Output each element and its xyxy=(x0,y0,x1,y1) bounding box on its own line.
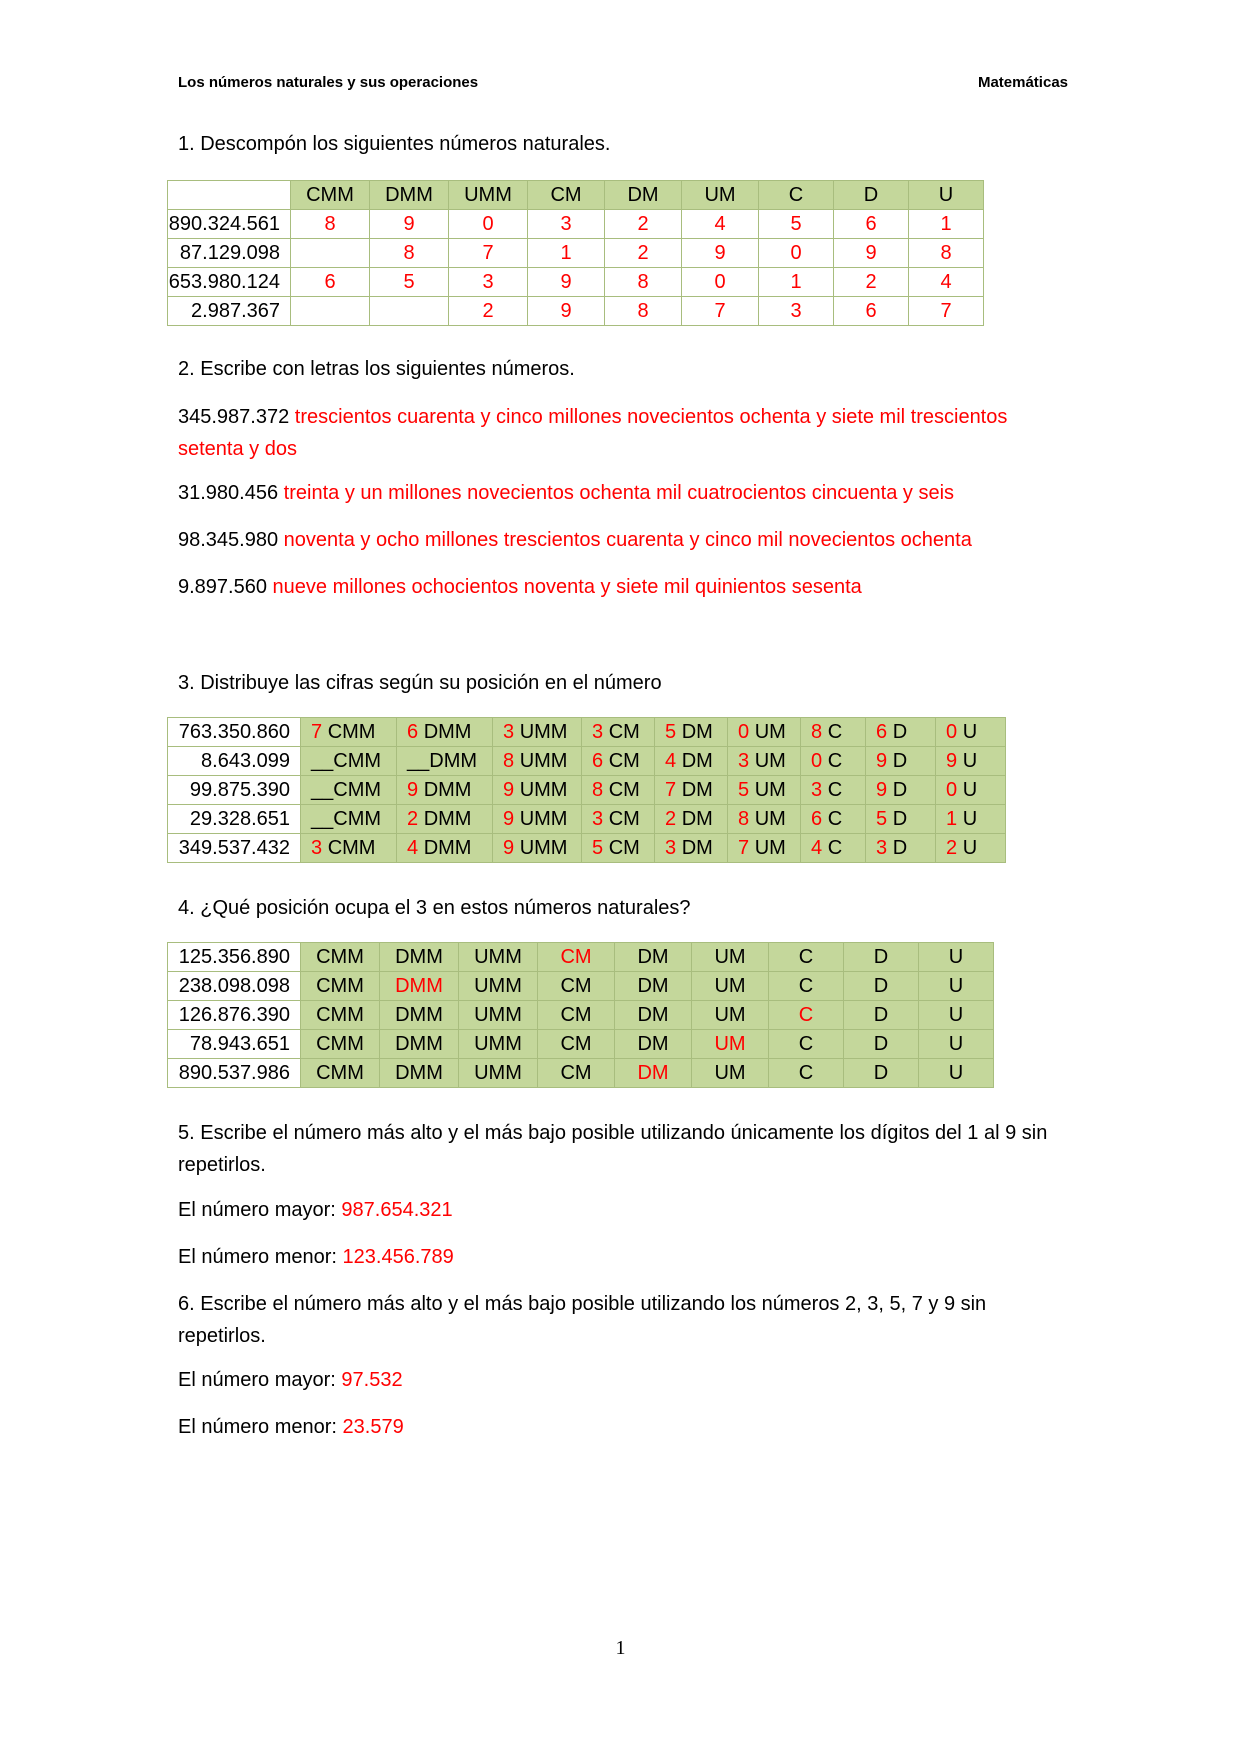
q6-title: 6. Escribe el número más alto y el más bajo posible utilizando los números 2, 3, 5, 7 y 9 sin repetirlos. xyxy=(178,1293,987,1347)
q3-digit-answer: 4 xyxy=(665,750,677,772)
q1-table xyxy=(167,180,984,326)
q3-position-label: UMM xyxy=(519,837,568,859)
q1-row xyxy=(168,297,984,326)
q4-answer-cell: DMM xyxy=(380,972,459,1001)
q3-digit-answer: 9 xyxy=(503,808,515,830)
q3-position-cell xyxy=(728,834,801,863)
q3-position-cell xyxy=(493,834,582,863)
q3-position-label: UM xyxy=(754,779,786,801)
q1-digit-cell: 1 xyxy=(528,239,605,268)
q3-row-number: 349.537.432 xyxy=(168,834,301,863)
q3-digit-answer: 3 xyxy=(665,837,677,859)
q3-position-cell xyxy=(936,834,1006,863)
q1-digit-cell: 2 xyxy=(834,268,909,297)
q3-position-label: D xyxy=(892,750,908,772)
q4-position-cell: CM xyxy=(538,972,615,1001)
q1-digit-cell: 6 xyxy=(291,268,370,297)
q3-digit-answer: 6 xyxy=(811,808,823,830)
q2-title: 2. Escribe con letras los siguientes números. xyxy=(178,358,575,380)
q1-digit-cell: 2 xyxy=(605,210,682,239)
q3-digit-answer: __ xyxy=(407,750,430,772)
q3-digit-answer: 3 xyxy=(876,837,888,859)
q3-position-label: C xyxy=(827,779,843,801)
q3-digit-answer: 2 xyxy=(407,808,419,830)
q4-position-cell: DMM xyxy=(380,1001,459,1030)
q3-position-cell xyxy=(655,776,728,805)
q1-col-header: UM xyxy=(682,181,759,210)
q3-digit-answer: 2 xyxy=(665,808,677,830)
q6-mayor xyxy=(178,1364,1068,1396)
q4-position-cell: DM xyxy=(615,1030,692,1059)
q1-digit-cell: 7 xyxy=(682,297,759,326)
q1-digit-cell: 9 xyxy=(528,297,605,326)
q4-answer-cell: UM xyxy=(692,1030,769,1059)
q3-digit-answer: 6 xyxy=(876,721,888,743)
q4-row-number: 125.356.890 xyxy=(168,943,301,972)
q1-digit-cell xyxy=(370,297,449,326)
q1-digit-cell: 8 xyxy=(291,210,370,239)
q4-position-cell: UMM xyxy=(459,943,538,972)
q3-position-cell xyxy=(301,805,397,834)
q3-position-label: DM xyxy=(681,750,713,772)
q3-position-cell xyxy=(397,834,493,863)
q3-position-label: DM xyxy=(681,721,713,743)
q3-position-cell xyxy=(866,805,936,834)
q1-digit-cell: 9 xyxy=(528,268,605,297)
q3-position-cell xyxy=(655,805,728,834)
q3-position-label: UMM xyxy=(519,750,568,772)
q1-digit-cell: 7 xyxy=(909,297,984,326)
q4-position-cell: DM xyxy=(615,972,692,1001)
q3-position-label: CM xyxy=(608,779,640,801)
q3-digit-answer: 3 xyxy=(592,808,604,830)
q3-position-cell xyxy=(866,776,936,805)
q3-digit-answer: 9 xyxy=(407,779,419,801)
q5-mayor-label: El número mayor: xyxy=(178,1199,336,1221)
q3-digit-answer: 1 xyxy=(946,808,958,830)
q3-position-label: CMM xyxy=(327,721,376,743)
q3-position-cell xyxy=(397,776,493,805)
q1-col-header: DMM xyxy=(370,181,449,210)
q3-digit-answer: 5 xyxy=(665,721,677,743)
q1-digit-cell xyxy=(291,239,370,268)
q1-digit-cell: 6 xyxy=(834,210,909,239)
q6-menor-label: El número menor: xyxy=(178,1416,337,1438)
q4-position-cell: UM xyxy=(692,943,769,972)
q3-position-label: CM xyxy=(608,837,640,859)
q4-position-cell: C xyxy=(769,1030,844,1059)
q3-row xyxy=(168,834,1006,863)
q3-position-label: C xyxy=(827,721,843,743)
q1-digit-cell: 5 xyxy=(370,268,449,297)
q1-digit-cell: 2 xyxy=(605,239,682,268)
q1-digit-cell: 9 xyxy=(682,239,759,268)
q4-position-cell: DMM xyxy=(380,1059,459,1088)
q4-position-cell: CM xyxy=(538,1030,615,1059)
q3-position-label: DMM xyxy=(423,779,472,801)
q1-digit-cell: 1 xyxy=(759,268,834,297)
q3-digit-answer: 8 xyxy=(503,750,515,772)
page-number: 1 xyxy=(615,1637,626,1659)
q3-position-label: CMM xyxy=(333,779,382,801)
q2-item xyxy=(178,524,1068,556)
q4-title: 4. ¿Qué posición ocupa el 3 en estos números naturales? xyxy=(178,897,691,919)
header-subject: Matemáticas xyxy=(977,74,1068,91)
q4-table xyxy=(167,942,994,1088)
q3-position-label: UMM xyxy=(519,808,568,830)
q3-position-cell xyxy=(801,805,866,834)
q4-position-cell: D xyxy=(844,1030,919,1059)
q1-col-header: D xyxy=(834,181,909,210)
q4-row xyxy=(168,1059,994,1088)
q1-digit-cell: 8 xyxy=(605,297,682,326)
q3-position-cell xyxy=(397,747,493,776)
q3-digit-answer: 6 xyxy=(592,750,604,772)
q3-position-label: DMM xyxy=(423,808,472,830)
header-title: Los números naturales y sus operaciones xyxy=(178,74,479,91)
q1-digit-cell: 3 xyxy=(759,297,834,326)
q1-digit-cell: 3 xyxy=(449,268,528,297)
q4-position-cell: D xyxy=(844,1059,919,1088)
q4-position-cell: DMM xyxy=(380,1030,459,1059)
q4-position-cell: U xyxy=(919,1059,994,1088)
q3-position-cell xyxy=(936,805,1006,834)
q4-row-number: 890.537.986 xyxy=(168,1059,301,1088)
q3-digit-answer: 9 xyxy=(946,750,958,772)
q3-position-cell xyxy=(397,805,493,834)
q1-row-number: 890.324.561 xyxy=(168,210,291,239)
q4-position-cell: UMM xyxy=(459,1030,538,1059)
q3-digit-answer: 0 xyxy=(946,779,958,801)
q3-position-cell xyxy=(582,805,655,834)
q3-position-label: UM xyxy=(754,837,786,859)
q4-position-cell: C xyxy=(769,972,844,1001)
q3-title: 3. Distribuye las cifras según su posición en el número xyxy=(178,672,662,694)
q3-digit-answer: 5 xyxy=(876,808,888,830)
q1-digit-cell: 8 xyxy=(909,239,984,268)
q4-position-cell: D xyxy=(844,1001,919,1030)
q3-position-label: UM xyxy=(754,808,786,830)
q1-row xyxy=(168,210,984,239)
q3-position-label: U xyxy=(962,779,978,801)
q3-digit-answer: 0 xyxy=(738,721,750,743)
q4-row xyxy=(168,1001,994,1030)
q3-position-cell xyxy=(655,718,728,747)
q3-digit-answer: 3 xyxy=(503,721,515,743)
q3-position-label: CM xyxy=(608,750,640,772)
q3-position-cell xyxy=(397,718,493,747)
q1-digit-cell: 1 xyxy=(909,210,984,239)
q4-position-cell: UMM xyxy=(459,1059,538,1088)
q3-digit-answer: 8 xyxy=(811,721,823,743)
q3-position-label: U xyxy=(962,837,978,859)
q1-digit-cell: 7 xyxy=(449,239,528,268)
q3-position-cell xyxy=(493,718,582,747)
q3-position-cell xyxy=(301,834,397,863)
q3-digit-answer: 4 xyxy=(811,837,823,859)
q1-header-row xyxy=(168,181,984,210)
q3-position-cell xyxy=(582,747,655,776)
q3-row-number: 8.643.099 xyxy=(168,747,301,776)
q3-row-number: 763.350.860 xyxy=(168,718,301,747)
q3-row-number: 99.875.390 xyxy=(168,776,301,805)
q2-item xyxy=(178,477,1068,509)
q4-answer-cell: DM xyxy=(615,1059,692,1088)
q3-position-label: CMM xyxy=(333,750,382,772)
q4-position-cell: D xyxy=(844,943,919,972)
q1-col-header: CMM xyxy=(291,181,370,210)
q1-digit-cell: 9 xyxy=(834,239,909,268)
q3-position-label: D xyxy=(892,721,908,743)
q3-digit-answer: __ xyxy=(311,808,334,830)
q5-menor xyxy=(178,1241,1068,1273)
q3-position-label: U xyxy=(962,808,978,830)
q4-row xyxy=(168,1030,994,1059)
q3-digit-answer: 4 xyxy=(407,837,419,859)
q3-digit-answer: 3 xyxy=(311,837,323,859)
q3-position-cell xyxy=(728,776,801,805)
q6-mayor-answer: 97.532 xyxy=(341,1369,403,1391)
q4-position-cell: C xyxy=(769,1059,844,1088)
q1-digit-cell: 0 xyxy=(759,239,834,268)
q3-digit-answer: 7 xyxy=(738,837,750,859)
q3-digit-answer: 0 xyxy=(946,721,958,743)
q5-mayor xyxy=(178,1194,1068,1226)
q3-position-label: CM xyxy=(608,808,640,830)
q3-position-cell xyxy=(728,805,801,834)
q1-digit-cell: 9 xyxy=(370,210,449,239)
q2-item xyxy=(178,401,1068,465)
q3-position-cell xyxy=(728,747,801,776)
q1-row xyxy=(168,239,984,268)
q3-position-cell xyxy=(301,747,397,776)
q2-item xyxy=(178,571,1068,603)
q1-digit-cell: 3 xyxy=(528,210,605,239)
q3-position-cell xyxy=(655,747,728,776)
q2-item-number: 9.897.560 xyxy=(178,576,267,598)
q4-row-number: 238.098.098 xyxy=(168,972,301,1001)
q3-position-cell xyxy=(801,718,866,747)
q4-position-cell: UM xyxy=(692,1001,769,1030)
q2-item-number: 345.987.372 xyxy=(178,406,290,428)
q3-position-label: CM xyxy=(608,721,640,743)
q1-digit-cell xyxy=(291,297,370,326)
q1-digit-cell: 4 xyxy=(909,268,984,297)
q3-position-label: UM xyxy=(754,750,786,772)
q1-digit-cell: 5 xyxy=(759,210,834,239)
q3-position-cell xyxy=(866,718,936,747)
q3-digit-answer: 8 xyxy=(738,808,750,830)
q4-position-cell: CMM xyxy=(301,1030,380,1059)
q3-digit-answer: 3 xyxy=(811,779,823,801)
q3-position-label: DMM xyxy=(423,721,472,743)
q3-digit-answer: 5 xyxy=(592,837,604,859)
q3-digit-answer: 0 xyxy=(811,750,823,772)
q3-position-cell xyxy=(866,747,936,776)
q3-digit-answer: __ xyxy=(311,750,334,772)
q2-item-number: 31.980.456 xyxy=(178,482,279,504)
q3-digit-answer: 3 xyxy=(592,721,604,743)
q4-position-cell: C xyxy=(769,943,844,972)
q1-row-number: 87.129.098 xyxy=(168,239,291,268)
q1-row xyxy=(168,268,984,297)
q1-title: 1. Descompón los siguientes números naturales. xyxy=(178,133,611,155)
q3-position-label: UMM xyxy=(519,721,568,743)
q3-position-label: CMM xyxy=(333,808,382,830)
q3-digit-answer: 5 xyxy=(738,779,750,801)
q5-menor-answer: 123.456.789 xyxy=(342,1246,454,1268)
q3-table xyxy=(167,717,1006,863)
q3-position-label: C xyxy=(827,808,843,830)
q4-position-cell: U xyxy=(919,972,994,1001)
q3-digit-answer: 7 xyxy=(665,779,677,801)
q3-position-cell xyxy=(493,805,582,834)
q3-position-cell xyxy=(301,718,397,747)
q1-digit-cell: 0 xyxy=(682,268,759,297)
q1-digit-cell: 6 xyxy=(834,297,909,326)
q3-position-cell xyxy=(801,834,866,863)
q3-digit-answer: 3 xyxy=(738,750,750,772)
q5-title: 5. Escribe el número más alto y el más bajo posible utilizando únicamente los dígitos del 1 al 9 sin repetirlos. xyxy=(178,1122,1048,1176)
q3-digit-answer: 7 xyxy=(311,721,323,743)
q2-item-answer: treinta y un millones novecientos ochenta mil cuatrocientos cincuenta y seis xyxy=(283,482,955,504)
q1-digit-cell: 8 xyxy=(605,268,682,297)
q4-position-cell: UMM xyxy=(459,972,538,1001)
q1-header-empty xyxy=(168,181,291,210)
q5-mayor-answer: 987.654.321 xyxy=(341,1199,453,1221)
q3-position-cell xyxy=(301,776,397,805)
q4-position-cell: CM xyxy=(538,1001,615,1030)
q2-item-answer: nueve millones ochocientos noventa y siete mil quinientos sesenta xyxy=(272,576,862,598)
q4-position-cell: UM xyxy=(692,1059,769,1088)
q4-position-cell: CMM xyxy=(301,1059,380,1088)
q1-row-number: 653.980.124 xyxy=(168,268,291,297)
q1-digit-cell: 4 xyxy=(682,210,759,239)
q4-row-number: 126.876.390 xyxy=(168,1001,301,1030)
q3-position-label: DMM xyxy=(423,837,472,859)
q3-position-label: DMM xyxy=(429,750,478,772)
q1-digit-cell: 2 xyxy=(449,297,528,326)
q4-position-cell: U xyxy=(919,1001,994,1030)
q3-row xyxy=(168,718,1006,747)
q3-position-label: U xyxy=(962,721,978,743)
q3-position-label: D xyxy=(892,779,908,801)
q3-row xyxy=(168,776,1006,805)
q3-position-cell xyxy=(936,776,1006,805)
q1-col-header: C xyxy=(759,181,834,210)
q3-position-label: UMM xyxy=(519,779,568,801)
q1-col-header: U xyxy=(909,181,984,210)
q3-row xyxy=(168,805,1006,834)
q2-item-answer: noventa y ocho millones trescientos cuarenta y cinco mil novecientos ochenta xyxy=(283,529,972,551)
q3-position-cell xyxy=(936,747,1006,776)
q6-mayor-label: El número mayor: xyxy=(178,1369,336,1391)
q3-position-cell xyxy=(493,776,582,805)
q4-position-cell: CMM xyxy=(301,943,380,972)
q4-answer-cell: CM xyxy=(538,943,615,972)
q4-position-cell: CM xyxy=(538,1059,615,1088)
q4-position-cell: U xyxy=(919,943,994,972)
q3-position-cell xyxy=(728,718,801,747)
q3-position-cell xyxy=(655,834,728,863)
q3-position-label: CMM xyxy=(327,837,376,859)
q3-digit-answer: 6 xyxy=(407,721,419,743)
q4-position-cell: DMM xyxy=(380,943,459,972)
q4-position-cell: CMM xyxy=(301,1001,380,1030)
q3-position-cell xyxy=(582,834,655,863)
q4-position-cell: DM xyxy=(615,943,692,972)
q3-digit-answer: 9 xyxy=(876,750,888,772)
q4-position-cell: D xyxy=(844,972,919,1001)
q4-position-cell: CMM xyxy=(301,972,380,1001)
q4-row xyxy=(168,972,994,1001)
q4-position-cell: U xyxy=(919,1030,994,1059)
q1-digit-cell: 8 xyxy=(370,239,449,268)
q3-position-cell xyxy=(801,747,866,776)
q3-position-label: UM xyxy=(754,721,786,743)
q3-position-label: DM xyxy=(681,779,713,801)
q3-digit-answer: 9 xyxy=(503,779,515,801)
q4-position-cell: DM xyxy=(615,1001,692,1030)
q1-col-header: UMM xyxy=(449,181,528,210)
q3-position-label: D xyxy=(892,837,908,859)
q1-digit-cell: 0 xyxy=(449,210,528,239)
q3-position-cell xyxy=(936,718,1006,747)
q2-item-number: 98.345.980 xyxy=(178,529,279,551)
q3-position-label: DM xyxy=(681,808,713,830)
q1-col-header: CM xyxy=(528,181,605,210)
q3-digit-answer: 9 xyxy=(876,779,888,801)
q3-position-cell xyxy=(493,747,582,776)
q4-answer-cell: C xyxy=(769,1001,844,1030)
q1-row-number: 2.987.367 xyxy=(168,297,291,326)
q4-row-number: 78.943.651 xyxy=(168,1030,301,1059)
q3-digit-answer: 2 xyxy=(946,837,958,859)
q3-position-label: C xyxy=(827,837,843,859)
q3-position-cell xyxy=(582,776,655,805)
q4-position-cell: UM xyxy=(692,972,769,1001)
q3-position-cell xyxy=(582,718,655,747)
q3-position-cell xyxy=(801,776,866,805)
q3-digit-answer: __ xyxy=(311,779,334,801)
q5-menor-label: El número menor: xyxy=(178,1246,337,1268)
q3-position-label: C xyxy=(827,750,843,772)
q1-col-header: DM xyxy=(605,181,682,210)
q3-digit-answer: 8 xyxy=(592,779,604,801)
q3-position-cell xyxy=(866,834,936,863)
q3-position-label: U xyxy=(962,750,978,772)
q6-menor-answer: 23.579 xyxy=(342,1416,404,1438)
q3-position-label: DM xyxy=(681,837,713,859)
q3-row xyxy=(168,747,1006,776)
q4-row xyxy=(168,943,994,972)
q3-position-label: D xyxy=(892,808,908,830)
q3-row-number: 29.328.651 xyxy=(168,805,301,834)
q3-digit-answer: 9 xyxy=(503,837,515,859)
q6-menor xyxy=(178,1411,1068,1443)
q4-position-cell: UMM xyxy=(459,1001,538,1030)
q2-item-answer: trescientos cuarenta y cinco millones novecientos ochenta y siete mil trescientos setenta y dos xyxy=(178,406,1008,460)
